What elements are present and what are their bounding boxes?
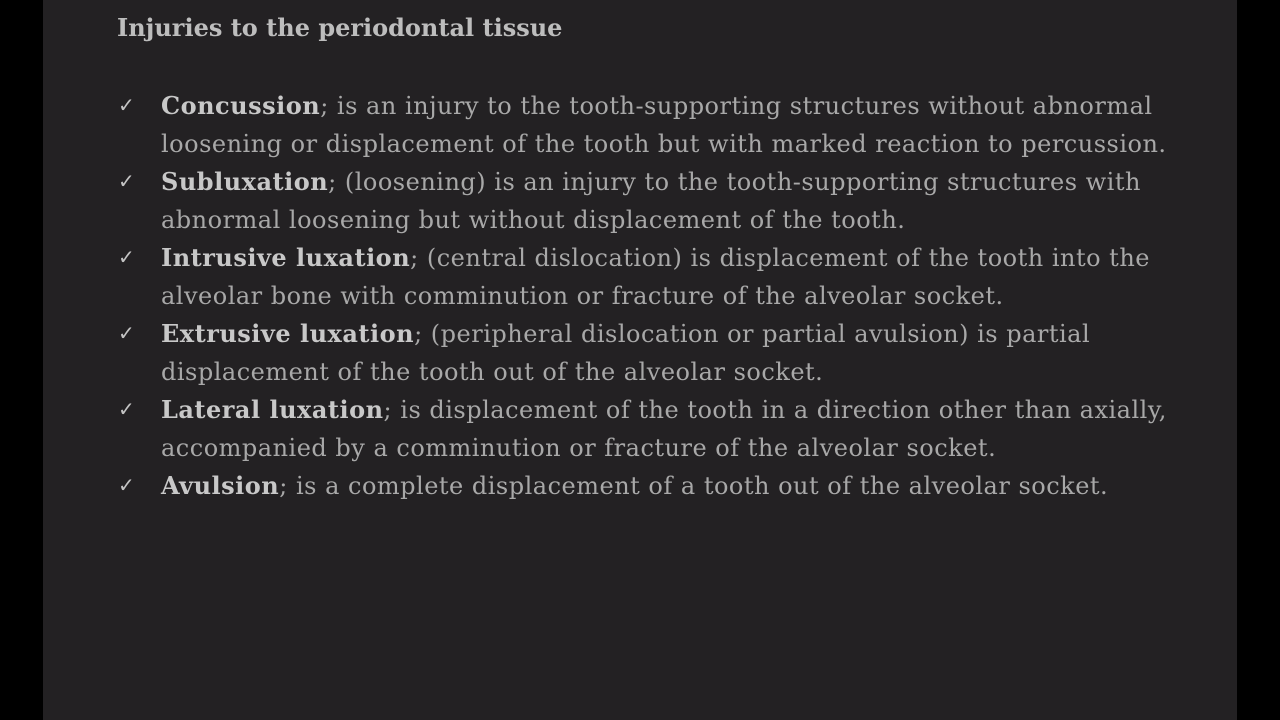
checkmark-icon: ✓ (118, 321, 136, 345)
term-extrusive-luxation: Extrusive luxation (161, 319, 415, 348)
checkmark-icon: ✓ (118, 93, 136, 117)
checkmark-icon: ✓ (118, 473, 136, 497)
list-item-intrusive-luxation (118, 239, 1178, 315)
term-subluxation: Subluxation (161, 167, 329, 196)
definition-lateral-luxation: ; is displacement of the tooth in a direction other than axially, accompanied by a comminution or fracture of the alveolar socket. (161, 396, 1167, 462)
term-intrusive-luxation: Intrusive luxation (161, 243, 411, 272)
checkmark-icon: ✓ (118, 245, 136, 269)
definition-intrusive-luxation: ; (central dislocation) is displacement of the tooth into the alveolar bone with comminution or fracture of the alveolar socket. (161, 244, 1150, 310)
definition-concussion: ; is an injury to the tooth-supporting structures without abnormal loosening or displacement of the tooth but with marked reaction to percussion. (161, 92, 1167, 158)
slide-title: Injuries to the periodontal tissue (117, 13, 563, 42)
term-avulsion: Avulsion (161, 471, 280, 500)
definition-avulsion: ; is a complete displacement of a tooth out of the alveolar socket. (279, 472, 1109, 500)
term-lateral-luxation: Lateral luxation (161, 395, 384, 424)
checkmark-icon: ✓ (118, 169, 136, 193)
checkmark-icon: ✓ (118, 397, 136, 421)
list-item-concussion (118, 87, 1178, 163)
definition-subluxation: ; (loosening) is an injury to the tooth-supporting structures with abnormal loosening but without displacement of the tooth. (161, 168, 1141, 234)
list-item-avulsion (118, 467, 1178, 506)
list-item-subluxation (118, 163, 1178, 239)
term-concussion: Concussion (161, 91, 321, 120)
injury-list (118, 87, 1178, 506)
slide (43, 0, 1237, 720)
list-item-extrusive-luxation (118, 315, 1178, 391)
definition-extrusive-luxation: ; (peripheral dislocation or partial avulsion) is partial displacement of the tooth out of the alveolar socket. (161, 320, 1091, 386)
list-item-lateral-luxation (118, 391, 1178, 467)
